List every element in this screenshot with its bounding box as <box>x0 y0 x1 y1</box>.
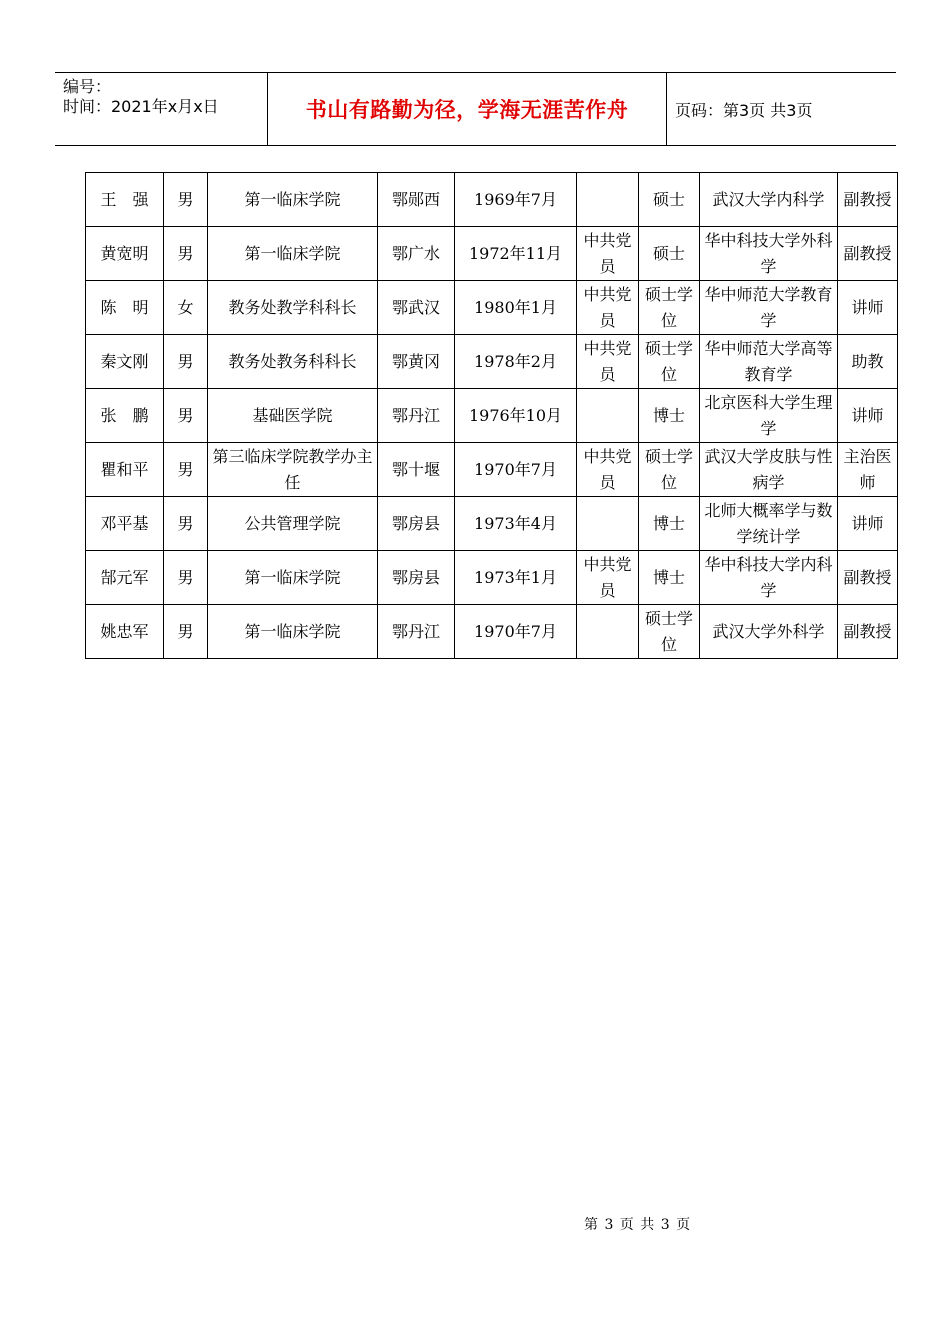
table-row <box>86 605 898 659</box>
table-row <box>86 389 898 443</box>
cell-party <box>577 605 639 659</box>
cell-title: 副教授 <box>838 227 898 281</box>
cell-native-place: 鄂十堰 <box>378 443 455 497</box>
cell-title: 讲师 <box>838 389 898 443</box>
cell-gender: 男 <box>164 605 208 659</box>
cell-title: 主治医师 <box>838 443 898 497</box>
cell-gender: 男 <box>164 389 208 443</box>
page-header <box>55 72 896 146</box>
cell-title: 讲师 <box>838 281 898 335</box>
cell-party: 中共党员 <box>577 227 639 281</box>
cell-school-major: 武汉大学外科学 <box>700 605 838 659</box>
cell-degree: 硕士 <box>639 173 700 227</box>
cell-title: 副教授 <box>838 551 898 605</box>
cell-birth-date: 1973年4月 <box>455 497 577 551</box>
cell-degree: 硕士学位 <box>639 443 700 497</box>
cell-gender: 男 <box>164 497 208 551</box>
cell-school-major: 华中科技大学内科学 <box>700 551 838 605</box>
table-row <box>86 227 898 281</box>
cell-department: 第一临床学院 <box>208 227 378 281</box>
cell-name: 姚忠军 <box>86 605 164 659</box>
cell-native-place: 鄂丹江 <box>378 605 455 659</box>
cell-school-major: 华中师范大学高等教育学 <box>700 335 838 389</box>
cell-department: 第一临床学院 <box>208 551 378 605</box>
cell-gender: 男 <box>164 443 208 497</box>
cell-title: 副教授 <box>838 173 898 227</box>
cell-party: 中共党员 <box>577 443 639 497</box>
cell-school-major: 华中科技大学外科学 <box>700 227 838 281</box>
cell-native-place: 鄂黄冈 <box>378 335 455 389</box>
cell-degree: 硕士学位 <box>639 335 700 389</box>
cell-birth-date: 1969年7月 <box>455 173 577 227</box>
staff-table <box>85 172 898 659</box>
cell-name: 邓平基 <box>86 497 164 551</box>
document-time-label: 时间：2021年x月x日 <box>63 97 219 116</box>
cell-party <box>577 389 639 443</box>
cell-department: 教务处教务科科长 <box>208 335 378 389</box>
cell-name: 郜元军 <box>86 551 164 605</box>
cell-name: 黄宽明 <box>86 227 164 281</box>
table-row <box>86 173 898 227</box>
page-footer: 第 3 页 共 3 页 <box>584 1217 692 1233</box>
cell-gender: 男 <box>164 551 208 605</box>
cell-name: 瞿和平 <box>86 443 164 497</box>
cell-school-major: 北师大概率学与数学统计学 <box>700 497 838 551</box>
cell-birth-date: 1973年1月 <box>455 551 577 605</box>
cell-native-place: 鄂武汉 <box>378 281 455 335</box>
cell-department: 第一临床学院 <box>208 605 378 659</box>
table-row <box>86 443 898 497</box>
cell-birth-date: 1976年10月 <box>455 389 577 443</box>
cell-native-place: 鄂郧西 <box>378 173 455 227</box>
cell-degree: 博士 <box>639 497 700 551</box>
cell-birth-date: 1972年11月 <box>455 227 577 281</box>
cell-name: 秦文刚 <box>86 335 164 389</box>
cell-gender: 男 <box>164 227 208 281</box>
cell-gender: 女 <box>164 281 208 335</box>
cell-native-place: 鄂广水 <box>378 227 455 281</box>
staff-table-body <box>86 173 898 659</box>
cell-title: 副教授 <box>838 605 898 659</box>
cell-gender: 男 <box>164 335 208 389</box>
cell-birth-date: 1978年2月 <box>455 335 577 389</box>
header-page-label: 页码：第3页 共3页 <box>675 100 813 120</box>
cell-birth-date: 1970年7月 <box>455 605 577 659</box>
cell-birth-date: 1970年7月 <box>455 443 577 497</box>
cell-party <box>577 497 639 551</box>
cell-degree: 博士 <box>639 389 700 443</box>
cell-degree: 硕士 <box>639 227 700 281</box>
cell-party <box>577 173 639 227</box>
cell-party: 中共党员 <box>577 335 639 389</box>
cell-party: 中共党员 <box>577 551 639 605</box>
document-number-label: 编号： <box>63 77 112 96</box>
table-row <box>86 497 898 551</box>
cell-department: 基础医学院 <box>208 389 378 443</box>
cell-degree: 硕士学位 <box>639 605 700 659</box>
cell-party: 中共党员 <box>577 281 639 335</box>
cell-department: 第一临床学院 <box>208 173 378 227</box>
cell-name: 陈 明 <box>86 281 164 335</box>
table-row <box>86 281 898 335</box>
cell-native-place: 鄂房县 <box>378 497 455 551</box>
cell-department: 教务处教学科科长 <box>208 281 378 335</box>
cell-name: 王 强 <box>86 173 164 227</box>
cell-birth-date: 1980年1月 <box>455 281 577 335</box>
cell-gender: 男 <box>164 173 208 227</box>
table-row <box>86 551 898 605</box>
cell-degree: 博士 <box>639 551 700 605</box>
cell-school-major: 北京医科大学生理学 <box>700 389 838 443</box>
cell-native-place: 鄂丹江 <box>378 389 455 443</box>
cell-school-major: 武汉大学皮肤与性病学 <box>700 443 838 497</box>
cell-degree: 硕士学位 <box>639 281 700 335</box>
header-meta <box>55 73 268 145</box>
cell-name: 张 鹏 <box>86 389 164 443</box>
cell-department: 第三临床学院教学办主任 <box>208 443 378 497</box>
cell-department: 公共管理学院 <box>208 497 378 551</box>
cell-title: 讲师 <box>838 497 898 551</box>
cell-school-major: 武汉大学内科学 <box>700 173 838 227</box>
cell-school-major: 华中师范大学教育学 <box>700 281 838 335</box>
cell-title: 助教 <box>838 335 898 389</box>
cell-native-place: 鄂房县 <box>378 551 455 605</box>
header-motto: 书山有路勤为径，学海无涯苦作舟 <box>268 73 667 145</box>
table-row <box>86 335 898 389</box>
